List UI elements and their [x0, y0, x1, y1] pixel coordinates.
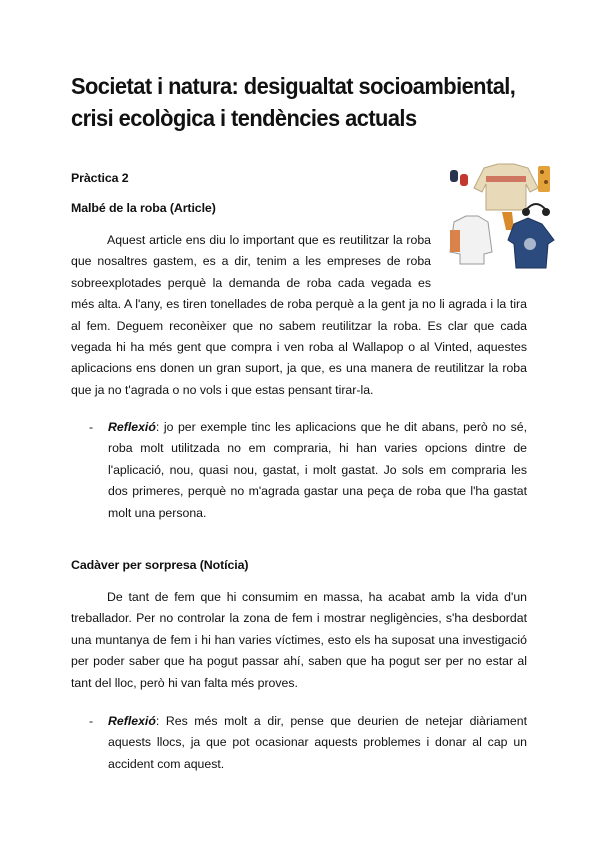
reflection-label-2: Reflexió [108, 714, 156, 728]
reflection-text-1 [108, 417, 527, 524]
section-paragraph-2-text: De tant de fem que hi consumim en massa, ha acabat amb la vida d'un treballador. Per no controlar la zona de fem i mostrar negligències, s'ha desbordat una muntanya de fem i hi han varies víctimes, esto els ha suposat una investigació per poder saber que ha pogut passar ahí, saben que ha pogut ser per no estar al tant del lloc, però hi van falta més proves. [71, 590, 527, 690]
document-title: Societat i natura: desigualtat socioambiental, crisi ecològica i tendències actuals [71, 73, 516, 131]
practice-label: Pràctica 2 [71, 171, 129, 185]
image-wrap-spacer [431, 230, 527, 288]
bullet-dash: - [89, 420, 94, 434]
small-scarf-icon [502, 212, 514, 230]
scarf-icon [538, 166, 550, 192]
sweater-icon [474, 164, 538, 210]
section-paragraph-2 [71, 587, 527, 694]
mitten-icon [460, 174, 468, 186]
earmuffs-icon [526, 204, 546, 210]
reflection-body-1: : jo per exemple tinc les aplicacions que he dit abans, però no sé, roba molt utilitzada no em compraria, hi han varies opcions dintre de l'aplicació, nou, quasi nou, gastat, i molt gastat. Jo sols em compraria les dos primeres, perquè no m'agrada gastar una peça de roba que l'ha gastat molt una persona. [108, 420, 527, 520]
section-paragraph-1 [71, 230, 527, 401]
reflection-label-1: Reflexió [108, 420, 156, 434]
reflection-body-2: : Res més molt a dir, pense que deurien de netejar diàriament aquests llocs, ja que pot ocasionar aquests problemes i donar al cap un accident com aquest. [108, 714, 527, 771]
bullet-dash: - [89, 714, 94, 728]
section-heading-2: Cadàver per sorpresa (Notícia) [71, 558, 249, 572]
section-paragraph-1-text: Aquest article ens diu lo important que es reutilitzar la roba que nosaltres gastem, es a dir, tenim a les empreses de roba sobreexplotades perquè la demanda de roba cada vegada es més alta. A l'any, es tiren tonellades de roba perquè a la gent ja no li agrada i la tira al fem. Deguem reconèixer que no sabem reutilitzar la roba. Es clar que cada vegada hi ha més gent que compra i ven roba al Wallapop o al Vinted, aquestes aplicacions ens donen un gran suport, ja que, es una manera de reutilitzar la roba que ja no t'agrada o no vols i que estas pensant tirar-la. [71, 233, 527, 397]
mitten-icon [450, 170, 458, 182]
reflection-text-2 [108, 711, 527, 775]
section-heading-1: Malbé de la roba (Article) [71, 201, 216, 215]
